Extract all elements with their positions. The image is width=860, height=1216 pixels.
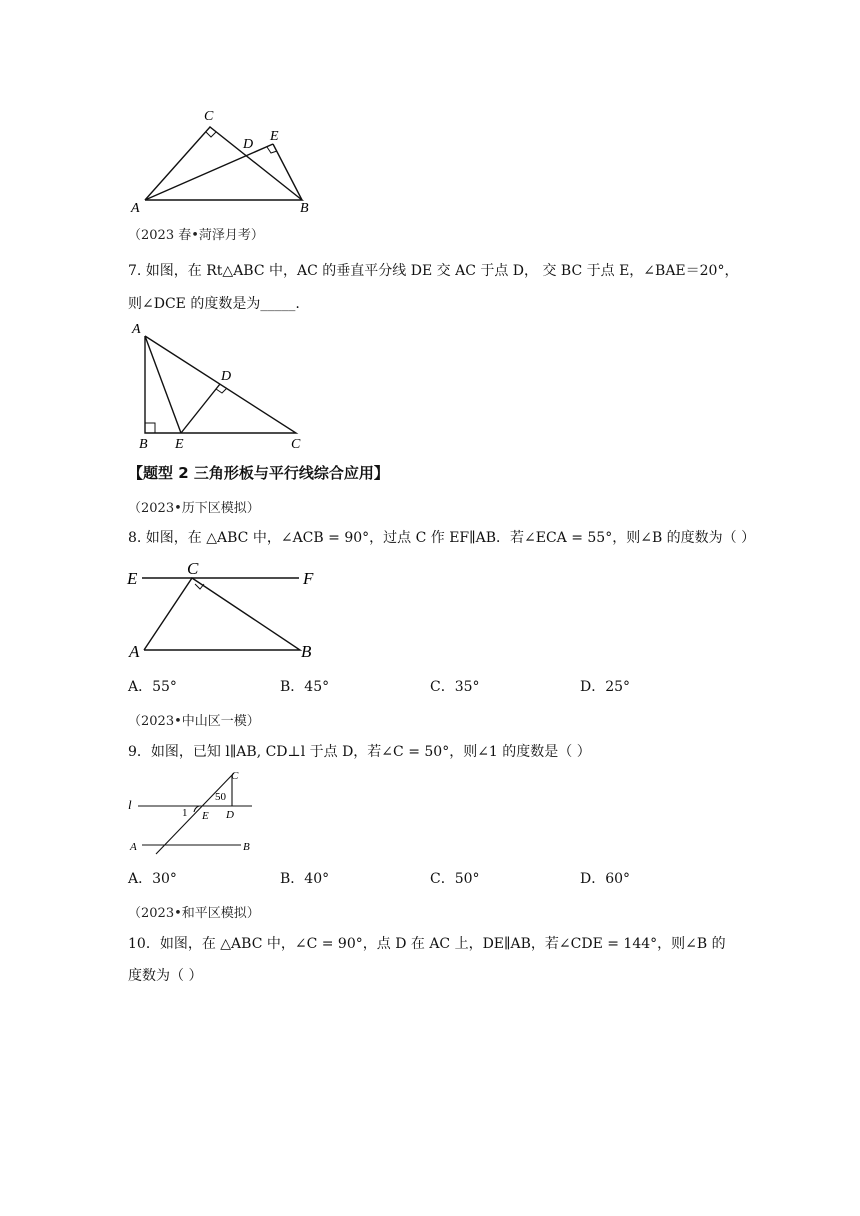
q8-text: 8. 如图，在 △ABC 中，∠ACB = 90°，过点 C 作 EF∥AB．若∠ECA = 55°，则∠B 的度数为（ ） bbox=[128, 530, 756, 546]
q9-source: （2023•中山区一模） bbox=[128, 714, 260, 729]
q8-option-a[interactable]: A．55° bbox=[128, 679, 177, 695]
q7-source: （2023 春•菏泽月考） bbox=[128, 228, 264, 243]
q10-line1: 10．如图，在 △ABC 中，∠C = 90°，点 D 在 AC 上，DE∥AB，若∠CDE = 144°，则∠B 的 bbox=[128, 936, 726, 952]
q9-label-1: 1 bbox=[182, 807, 188, 819]
figure-q9 bbox=[126, 768, 266, 858]
q7-line1: 7. 如图，在 Rt△ABC 中，AC 的垂直平分线 DE 交 AC 于点 D， 交 BC 于点 E，∠BAE＝20°， bbox=[128, 263, 739, 279]
q9-label-d: D bbox=[226, 809, 234, 821]
label-d: D bbox=[243, 137, 254, 152]
q7-label-c: C bbox=[291, 437, 301, 452]
q9-label-l: l bbox=[128, 797, 132, 812]
label-e: E bbox=[270, 129, 279, 144]
figure-q8 bbox=[124, 558, 324, 663]
q9-text: 9．如图，已知 l∥AB, CD⊥l 于点 D，若∠C = 50°，则∠1 的度数是（ ） bbox=[128, 744, 591, 760]
q9-label-e: E bbox=[202, 810, 209, 822]
q9-option-c[interactable]: C．50° bbox=[430, 871, 480, 887]
q9-option-a[interactable]: A．30° bbox=[128, 871, 177, 887]
q8-label-e: E bbox=[127, 569, 138, 588]
q10-line2: 度数为（ ） bbox=[128, 968, 203, 984]
q9-label-a: A bbox=[130, 841, 137, 853]
q8-option-c[interactable]: C．35° bbox=[430, 679, 480, 695]
section-heading: 【题型 2 三角形板与平行线综合应用】 bbox=[128, 464, 389, 482]
label-c: C bbox=[204, 109, 214, 124]
q8-label-b: B bbox=[301, 642, 312, 661]
q9-label-c: C bbox=[231, 770, 239, 782]
label-b: B bbox=[300, 201, 309, 215]
q8-source: （2023•历下区模拟） bbox=[128, 501, 260, 516]
q7-label-e: E bbox=[175, 437, 184, 452]
q7-label-b: B bbox=[139, 437, 148, 452]
q8-label-f: F bbox=[303, 569, 314, 588]
figure-q6 bbox=[125, 100, 325, 215]
label-a: A bbox=[131, 201, 140, 215]
q8-option-b[interactable]: B．45° bbox=[280, 679, 330, 695]
q9-label-50: 50 bbox=[215, 791, 226, 803]
q9-option-b[interactable]: B．40° bbox=[280, 871, 330, 887]
q8-label-a: A bbox=[129, 642, 140, 661]
q9-label-b: B bbox=[243, 841, 250, 853]
q10-source: （2023•和平区模拟） bbox=[128, 906, 260, 921]
q9-option-d[interactable]: D．60° bbox=[580, 871, 631, 887]
q7-line2: 则∠DCE 的度数是为_____. bbox=[128, 296, 300, 312]
q8-option-d[interactable]: D．25° bbox=[580, 679, 631, 695]
figure-q7 bbox=[128, 318, 318, 453]
q7-label-a: A bbox=[132, 322, 141, 337]
q8-label-c: C bbox=[187, 559, 199, 578]
q7-label-d: D bbox=[221, 369, 232, 384]
